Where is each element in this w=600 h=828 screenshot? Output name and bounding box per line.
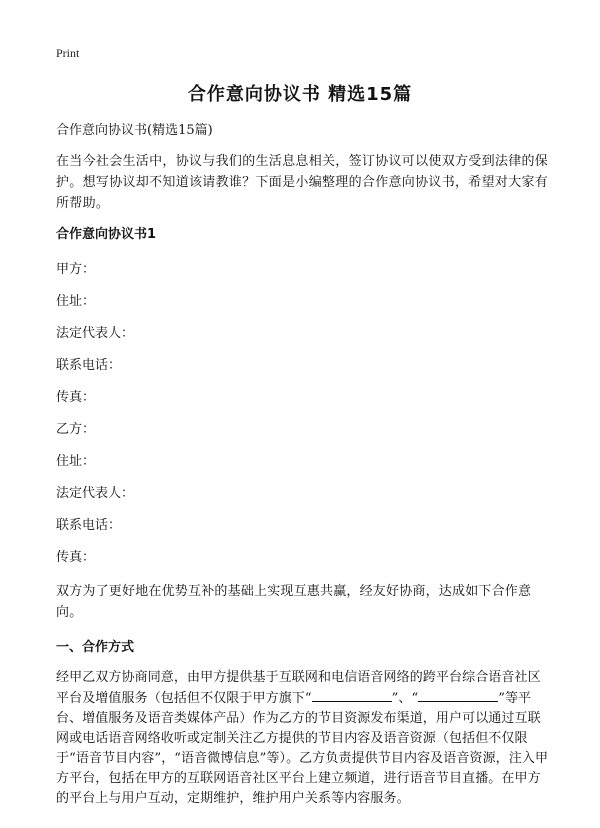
blank-line-1 — [312, 688, 392, 702]
document-subtitle: 合作意向协议书(精选15篇) — [56, 123, 213, 138]
field-party-a: 甲方： — [56, 262, 96, 277]
document-body — [56, 120, 550, 809]
field-party-a-phone: 联系电话： — [56, 358, 122, 373]
field-party-b-fax: 传真： — [56, 550, 96, 565]
print-label[interactable]: Print — [56, 46, 80, 60]
field-party-a-fax: 传真： — [56, 390, 96, 405]
agreement-paragraph: 双方为了更好地在优势互补的基础上实现互惠共赢，经友好协商，达成如下合作意向。 — [56, 584, 532, 620]
field-party-b-legal-rep: 法定代表人： — [56, 486, 135, 501]
party-fields — [56, 255, 550, 573]
intro-paragraph: 在当今社会生活中，协议与我们的生活息息相关，签订协议可以使双方受到法律的保护。想写协议却不知道该请教谁？下面是小编整理的合作意向协议书，希望对大家有所帮助。 — [56, 154, 549, 211]
field-party-b-phone: 联系电话： — [56, 518, 122, 533]
document-title: 合作意向协议书 精选15篇 — [187, 84, 413, 105]
section-1-text-b: ”、“ — [391, 691, 419, 706]
blank-line-2 — [418, 688, 498, 702]
section-1-text-a: 经甲乙双方协商同意，由甲方提供基于互联网和电信语音网络的跨平台综合语音社区平台及增值服务（包括但不仅限于甲方旗下“ — [56, 670, 541, 706]
field-party-b-address: 住址： — [56, 454, 96, 469]
field-party-a-legal-rep: 法定代表人： — [56, 326, 135, 341]
section-1-text-c: ”等平台、增值服务及语音类媒体产品）作为乙方的节目资源发布渠道，用户可以通过互联网或电话语音网络收听或定制关注乙方提供的节目内容及语音资源（包括但不仅限于“语音节目内容”，“语音微博信息”等）。乙方负责提供节目内容及语音资源，注入甲方平台，包括在甲方的互联网语音社区平台上建立频道，进行语音节目直播。在甲方的平台上与用户互动，定期维护，维护用户关系等内容服务。 — [56, 691, 549, 806]
field-party-a-address: 住址： — [56, 294, 96, 309]
field-party-b: 乙方： — [56, 422, 96, 437]
agreement-heading-1: 合作意向协议书1 — [56, 227, 157, 242]
section-1-heading: 一、合作方式 — [56, 640, 135, 655]
section-1-body — [56, 668, 550, 809]
